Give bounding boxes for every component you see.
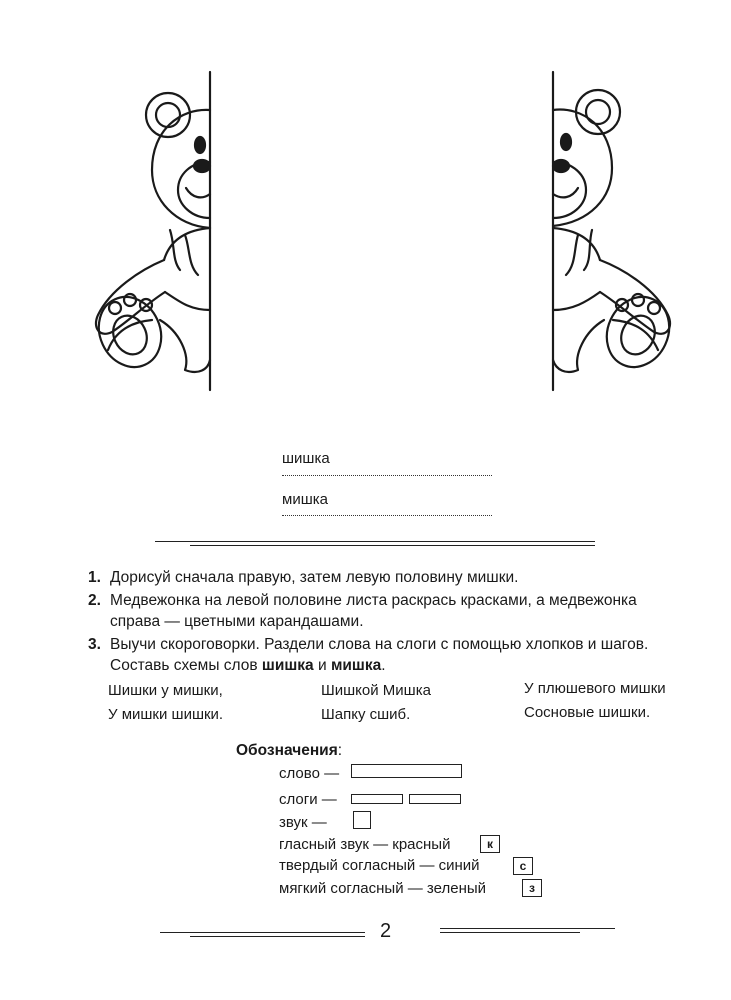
task-3-number: 3.: [88, 636, 101, 653]
page-number: 2: [380, 920, 392, 942]
footer-rule-left-thin: [190, 936, 365, 937]
legend-title: [236, 742, 342, 760]
divider-rule-thin: [190, 545, 595, 546]
tongue-twister-1: [108, 679, 223, 727]
task-3-cont-mid: и: [313, 657, 331, 674]
syllable-scheme-box-2: [409, 794, 461, 804]
legend-syllables-label: слоги —: [279, 791, 337, 808]
legend-title-colon: :: [337, 742, 343, 759]
legend-title-text: Обозначения: [236, 742, 338, 759]
tongue-twister-2-line-1: Шишкой Мишка: [321, 682, 431, 699]
task-3-bold-word-2: мишка: [330, 657, 382, 674]
tongue-twister-2: [321, 679, 431, 727]
hard-consonant-box: с: [513, 857, 533, 875]
legend-sound-label: звук —: [279, 814, 327, 831]
vowel-sound-box: к: [480, 835, 500, 853]
tongue-twister-3-line-1: У плюшевого мишки: [524, 680, 666, 697]
task-1: [88, 567, 708, 588]
task-3-text: Выучи скороговорки. Раздели слова на слоги с помощью хлопков и шагов.: [110, 636, 649, 653]
task-2: [88, 590, 708, 632]
soft-consonant-box: з: [522, 879, 542, 897]
task-2-continuation: справа — цветными карандашами.: [110, 613, 364, 630]
writing-line-2[interactable]: [282, 515, 492, 516]
task-2-text: Медвежонка на левой половине листа раскрась красками, а медвежонка: [110, 592, 637, 609]
legend-hard-consonant-label: твердый согласный — синий: [279, 857, 480, 874]
writing-line-1[interactable]: [282, 475, 492, 476]
task-3-cont-suffix: .: [381, 657, 386, 674]
word-mishka: мишка: [282, 491, 328, 508]
legend-word-label: слово —: [279, 765, 340, 782]
tongue-twister-1-line-1: Шишки у мишки,: [108, 682, 223, 699]
tongue-twister-3: [524, 677, 666, 725]
word-shishka: шишка: [282, 450, 330, 467]
legend-vowel-label: гласный звук — красный: [279, 836, 451, 853]
task-2-number: 2.: [88, 592, 101, 609]
task-1-text: Дорисуй сначала правую, затем левую половину мишки.: [110, 569, 519, 586]
legend-soft-consonant-label: мягкий согласный — зеленый: [279, 880, 487, 897]
syllable-scheme-box-1: [351, 794, 403, 804]
right-bear-half-illustration: [548, 70, 683, 392]
footer-rule-right: [440, 928, 615, 929]
left-bear-half-illustration: [90, 70, 215, 392]
divider-rule: [155, 541, 595, 542]
word-scheme-box: [351, 764, 462, 778]
task-3-cont-prefix: Составь схемы слов: [110, 657, 262, 674]
task-3-bold-word-1: шишка: [261, 657, 314, 674]
task-3: [88, 634, 708, 676]
footer-rule-left: [160, 932, 365, 933]
tongue-twister-3-line-2: Сосновые шишки.: [524, 704, 651, 721]
tongue-twister-1-line-2: У мишки шишки.: [108, 706, 224, 723]
tongue-twister-2-line-2: Шапку сшиб.: [321, 706, 411, 723]
footer-rule-right-thin: [440, 932, 580, 933]
task-3-continuation: [88, 655, 708, 676]
sound-scheme-box: [353, 811, 371, 829]
task-1-number: 1.: [88, 569, 101, 586]
